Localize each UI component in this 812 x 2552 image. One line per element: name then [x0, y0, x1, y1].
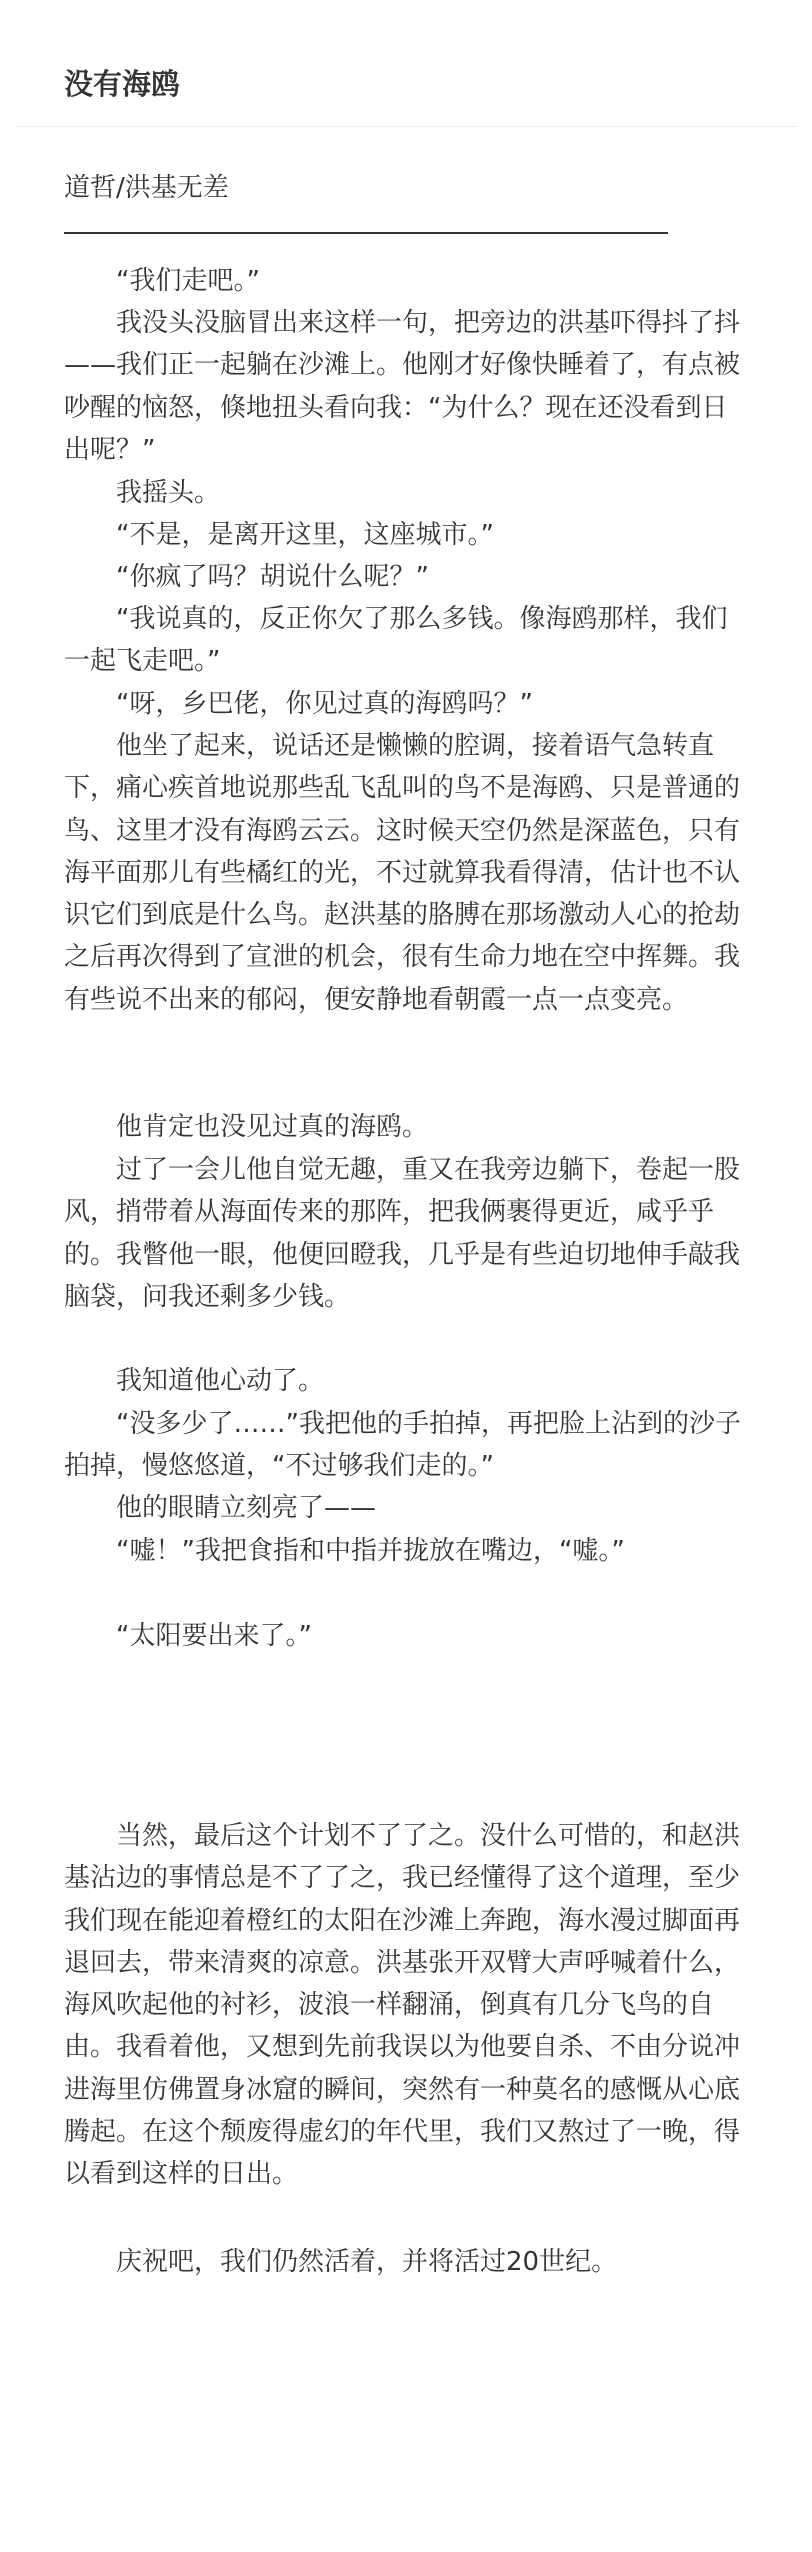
byline-underline [64, 232, 668, 234]
article-title: 没有海鸥 [64, 67, 181, 101]
story-paragraph: 他的眼睛立刻亮了—— [116, 1493, 377, 1523]
story-paragraph: 他肯定也没见过真的海鸥。 [116, 1112, 429, 1142]
story-paragraph: 当然，最后这个计划不了了之。没什么可惜的，和赵洪基沾边的事情总是不了了之，我已经懂得了这个道理，至少我们现在能迎着橙红的太阳在沙滩上奔跑，海水漫过脚面再退回去，带来清爽的凉意。洪基张开双臂大声呼喊着什么，海风吹起他的衬衫，波浪一样翻涌，倒真有几分飞鸟的自由。我看着他，又想到先前我误以为他要自杀、不由分说冲进海里仿佛置身冰窟的瞬间，突然有一种莫名的感慨从心底腾起。在这个颓废得虚幻的年代里，我们又熬过了一晚，得以看到这样的日出。 [64, 1821, 741, 2190]
story-paragraph: 我没头没脑冒出来这样一句，把旁边的洪基吓得抖了抖——我们正一起躺在沙滩上。他刚才好像快睡着了，有点被吵醒的恼怒，倏地扭头看向我：“为什么？现在还没看到日出呢？” [64, 308, 741, 465]
story-paragraph: “没多少了……”我把他的手拍掉，再把脸上沾到的沙子拍掉，慢悠悠道，“不过够我们走的。” [64, 1409, 741, 1482]
story-paragraph: “太阳要出来了。” [116, 1621, 312, 1651]
article-byline: 道哲/洪基无差 [64, 173, 229, 203]
story-paragraph: 我摇头。 [116, 478, 221, 508]
story-paragraph: 庆祝吧，我们仍然活着，并将活过20世纪。 [116, 2247, 618, 2277]
header-divider [16, 126, 796, 127]
story-paragraph: 他坐了起来，说话还是懒懒的腔调，接着语气急转直下，痛心疾首地说那些乱飞乱叫的鸟不是海鸥、只是普通的鸟、这里才没有海鸥云云。这时候天空仍然是深蓝色，只有海平面那儿有些橘红的光，不过就算我看得清，估计也不认识它们到底是什么鸟。赵洪基的胳膊在那场激动人心的抢劫之后再次得到了宣泄的机会，很有生命力地在空中挥舞。我有些说不出来的郁闷，便安静地看朝霞一点一点变亮。 [64, 731, 741, 1015]
story-paragraph: “呀，乡巴佬，你见过真的海鸥吗？” [116, 689, 533, 719]
story-paragraph: “我说真的，反正你欠了那么多钱。像海鸥那样，我们一起飞走吧。” [64, 604, 728, 677]
article-header [0, 0, 812, 128]
story-paragraph: “你疯了吗？胡说什么呢？” [116, 562, 429, 592]
story-paragraph: 我知道他心动了。 [116, 1366, 325, 1396]
story-paragraph: 过了一会儿他自觉无趣，重又在我旁边躺下，卷起一股风，捎带着从海面传来的那阵，把我俩裹得更近，咸乎乎的。我瞥他一眼，他便回瞪我，几乎是有些迫切地伸手敲我脑袋，问我还剩多少钱。 [64, 1155, 741, 1312]
story-paragraph: “不是，是离开这里，这座城市。” [116, 520, 494, 550]
story-paragraph: “嘘！”我把食指和中指并拢放在嘴边，“嘘。” [116, 1536, 625, 1566]
story-paragraph: “我们走吧。” [116, 266, 260, 296]
